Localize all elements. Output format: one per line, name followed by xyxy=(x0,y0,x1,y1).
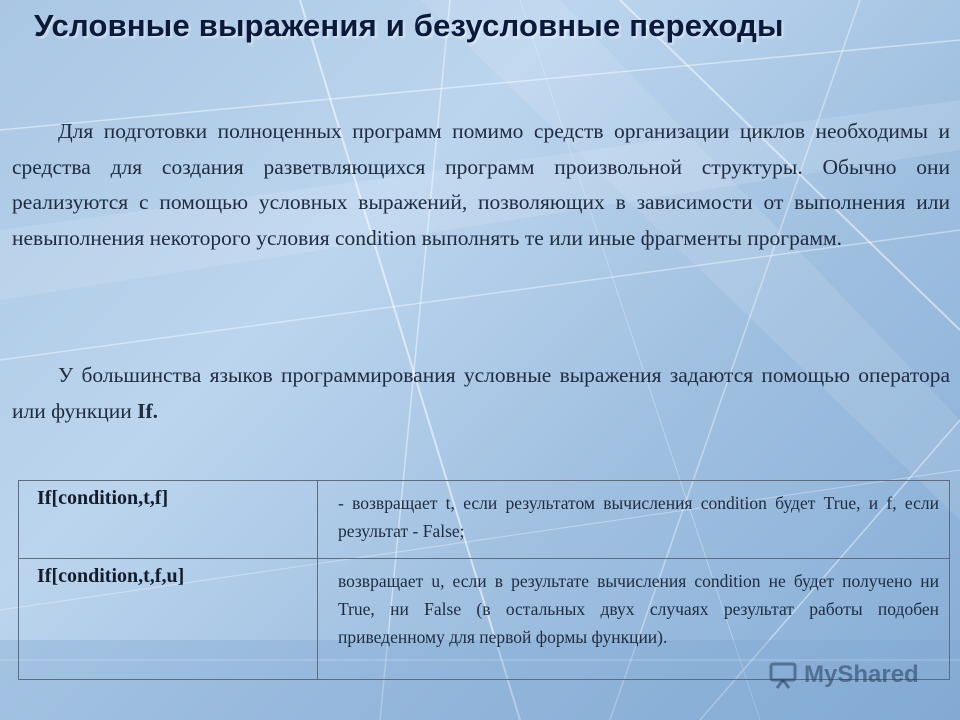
paragraph-if-keyword: If. xyxy=(137,398,159,423)
paragraph-intro xyxy=(12,114,950,256)
watermark-text: MyShared xyxy=(804,661,919,688)
function-forms-table xyxy=(18,480,950,680)
presentation-icon xyxy=(768,660,798,690)
function-description-cell: - возвращает t, если результатом вычисления condition будет True, и f, если результат - False; xyxy=(318,481,950,559)
function-form-cell: If[condition,t,f] xyxy=(19,481,318,559)
paragraph-intro-text: Для подготовки полноценных программ помимо средств организации циклов необходимы и средства для создания разветвляющихся программ произвольной структуры. Обычно они реализуются с помощью условных выражений, позволяющих в зависимости от выполнения или невыполнения некоторого условия condition выполнять те или иные фрагменты программ. xyxy=(12,119,950,250)
table-row xyxy=(19,481,950,559)
paragraph-if xyxy=(12,358,950,429)
slide-title: Условные выражения и безусловные переходы xyxy=(34,8,784,43)
function-description-cell: возвращает u, если в результате вычисления condition не будет получено ни True, ни False (в остальных двух случаях результат работы подобен приведенному для первой формы функции). xyxy=(318,559,950,680)
function-form-cell: If[condition,t,f,u] xyxy=(19,559,318,680)
watermark xyxy=(768,657,919,693)
paragraph-if-text: У большинства языков программирования условные выражения задаются помощью оператора или функции xyxy=(12,363,950,423)
